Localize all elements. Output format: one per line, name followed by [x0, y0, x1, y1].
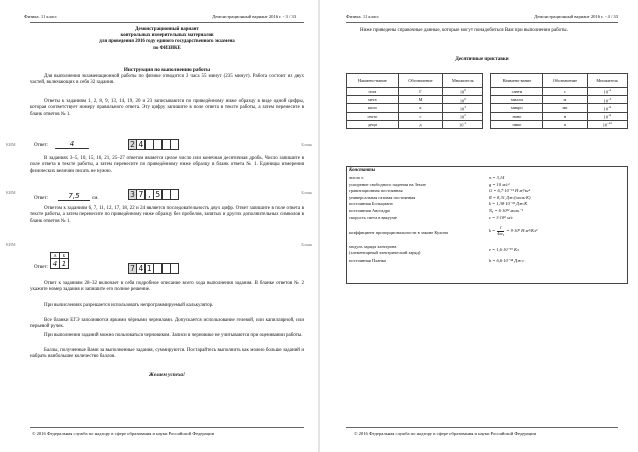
constant-row-planck	[349, 258, 625, 264]
prefix-symbol: с	[543, 88, 587, 96]
answer-blank-cells	[128, 263, 178, 274]
side-label-blank: Бланк	[301, 242, 312, 247]
constants-box	[346, 166, 628, 284]
prefix-name: нано	[491, 112, 543, 120]
ab-value: 4	[51, 259, 60, 269]
prefix-header: Множитель	[443, 74, 483, 88]
page-3	[0, 0, 318, 452]
prefix-multiplier: $10^{-12}$	[587, 120, 627, 128]
instruction-paragraph: Ответ к заданиям 28–32 включает в себя подробное описание всего хода выполнения задания. В бланке ответов № 2 укажите номер задания и запишите его полное решение.	[30, 281, 304, 293]
prefix-header: Наимено-вание	[347, 74, 399, 88]
title-line: для проведения 2016 году единого государственного экзамена	[99, 39, 235, 45]
prefix-name: милли	[491, 96, 543, 104]
footer-rule	[346, 427, 618, 428]
answer-ab-table	[50, 252, 69, 269]
header-rule	[30, 22, 304, 23]
prefix-name: мега	[347, 96, 399, 104]
instruction-paragraph: Баллы, полученные Вами за выполненные задания, суммируются. Постарайтесь выполнить как можно больше заданий и набрать наибольшее количество баллов.	[30, 348, 304, 360]
prefix-header: Обозначение	[398, 74, 442, 88]
blank-task-number: 3	[128, 189, 137, 200]
side-label-kim: КИМ	[6, 242, 16, 247]
constant-row	[349, 215, 625, 221]
ab-header: Б	[60, 253, 69, 259]
blank-task-number: 7	[128, 263, 137, 274]
answer-label: Ответ:	[34, 265, 48, 270]
document-title	[30, 27, 304, 52]
constant-row	[349, 188, 625, 194]
constant-value: G = 6,7·10⁻¹¹ Н·м²/кг²	[489, 188, 531, 194]
fraction: $\frac{1}{\text{4πε₀}}$	[497, 225, 505, 236]
constant-name: скорость света в вакууме	[349, 214, 397, 220]
answer-field: 7,5	[58, 193, 90, 201]
prefix-row	[347, 96, 628, 104]
page-footer: © 2016 Федеральная служба по надзору в сфере образования и науки Российской Федерации	[354, 431, 537, 436]
constant-name: постоянная Больцмана	[349, 201, 393, 207]
constant-row	[349, 182, 625, 188]
answer-label: Ответ:	[34, 196, 48, 201]
constant-name: универсальная газовая постоянная	[349, 194, 416, 200]
constant-name: ускорение свободного падения на Земле	[349, 181, 427, 187]
blank-digit	[170, 263, 179, 274]
prefix-name: санти	[491, 88, 543, 96]
constant-name: (элементарный электрический заряд)	[349, 250, 421, 255]
constant-value: k = 1,38·10⁻²³ Дж/К	[489, 201, 528, 207]
page-footer: © 2016 Федеральная служба по надзору в сфере образования и науки Российской Федерации	[32, 431, 215, 436]
prefix-name: гига	[347, 88, 399, 96]
page-header	[346, 14, 618, 19]
prefix-multiplier: $10^6$	[443, 96, 483, 104]
blank-digit: 4	[136, 139, 145, 150]
title-line: по ФИЗИКЕ	[153, 45, 181, 51]
prefix-multiplier: $10^{-1}$	[443, 120, 483, 128]
constant-name: число π	[349, 175, 364, 180]
blank-digit: 7	[136, 189, 145, 200]
prefix-symbol: г	[398, 112, 442, 120]
instruction-paragraph: Для выполнения экзаменационной работы по физике отводится 3 часа 55 минут (235 минут). Работа состоит из двух частей, включающих в себя 32 задания.	[30, 74, 304, 86]
constant-name: гравитационная постоянная	[349, 188, 403, 194]
prefix-symbol: п	[543, 120, 587, 128]
ab-header: А	[51, 253, 60, 259]
prefix-symbol: мк	[543, 104, 587, 112]
constant-value: k = $\frac{1}{\text{4πε₀}} = 9\cdot 10^9$ Н·м²/Кл²	[489, 225, 538, 236]
reference-intro: Ниже приведены справочные данные, которые могут понадобиться Вам при выполнении работы.	[360, 28, 568, 33]
constant-value: e = 1,6·10⁻¹⁹ Кл	[489, 247, 519, 252]
side-label-kim: КИМ	[6, 190, 16, 195]
prefix-symbol: м	[543, 96, 587, 104]
constant-value: с = 3·10⁸ м/с	[489, 214, 513, 220]
constant-value: g = 10 м/с²	[489, 181, 510, 187]
prefix-name: микро	[491, 104, 543, 112]
prefix-multiplier: $10^9$	[443, 88, 483, 96]
header-subject: Физика. 11 класс	[346, 14, 380, 19]
constant-value: Nₐ = 6·10²³ моль⁻¹	[489, 208, 524, 213]
side-label-kim: КИМ	[6, 142, 16, 147]
prefix-row	[347, 88, 628, 96]
prefix-name: пико	[491, 120, 543, 128]
answer-unit: см.	[92, 196, 99, 201]
footer-rule	[30, 427, 304, 428]
title-line: контрольных измерительных материалов	[120, 33, 214, 39]
blank-digit	[170, 189, 179, 200]
constant-value: π = 3,14	[489, 175, 505, 180]
blank-digit: 4	[136, 263, 145, 274]
constant-row-coulomb	[349, 225, 625, 241]
blank-digit: ,	[145, 189, 154, 200]
prefix-row	[347, 112, 628, 120]
blank-digit	[170, 139, 179, 150]
prefix-multiplier: $10^{-2}$	[587, 88, 627, 96]
constant-value: R = 8,31 Дж/(моль·К)	[489, 194, 531, 200]
constant-row	[349, 201, 625, 207]
instruction-paragraph: При вычислениях разрешается использовать непрограммируемый калькулятор.	[44, 303, 214, 308]
blank-task-number: 2	[128, 139, 137, 150]
prefix-multiplier: $10^{-6}$	[587, 104, 627, 112]
prefix-name: гекто	[347, 112, 399, 120]
header-page-number: Демонстрационный вариант 2016 г. - 3 / 33	[212, 14, 296, 19]
prefix-header: Множитель	[587, 74, 627, 88]
answer-field: 4	[55, 141, 89, 149]
prefix-multiplier: $10^3$	[443, 104, 483, 112]
header-subject: Физика. 11 класс	[24, 14, 58, 19]
prefix-symbol: д	[398, 120, 442, 128]
constant-row	[349, 175, 625, 181]
constant-name: коэффициент пропорциональности в законе Кулона	[349, 230, 448, 235]
prefix-multiplier: $10^2$	[443, 112, 483, 120]
prefix-header: Обозначение	[543, 74, 587, 88]
prefix-row	[347, 120, 628, 128]
constants-title: Константы	[349, 168, 376, 173]
page-header	[24, 14, 296, 19]
prefix-header: Наимено-вание	[491, 74, 543, 88]
side-label-blank: Бланк	[301, 190, 312, 195]
title-line: Демонстрационный вариант	[135, 27, 199, 32]
blank-digit: 5	[153, 189, 162, 200]
prefix-symbol: Г	[398, 88, 442, 96]
instructions-title: Инструкция по выполнению работы	[123, 67, 211, 73]
instruction-paragraph: В заданиях 3–5, 10, 15, 16, 21, 25–27 ответом является целое число или конечная десятичная дробь. Число запишите в поле ответа в тексте работы, а затем перенесите по приведённому ниже образцу в бланк ответа № 1. Единицы измерения физических величин писать не нужно.	[30, 156, 304, 174]
answer-label: Ответ:	[34, 143, 48, 148]
instruction-paragraph: При выполнении заданий можно пользоваться черновиком. Записи в черновике не учитываются при оценивании работы.	[44, 333, 303, 338]
instruction-paragraph: Ответом к заданиям 6, 7, 11, 12, 17, 18, 22 и 24 является последовательность двух цифр. Ответ запишите в поле ответа в тексте работы, а затем перенесите по приведённому ниже образцу без пробелов, запятых и других дополнительных символов в бланк ответов № 1.	[30, 206, 304, 224]
answer-blank-cells	[128, 139, 178, 150]
side-label-blank: Бланк	[301, 142, 312, 147]
good-luck-text: Желаем успеха!	[148, 372, 186, 378]
header-page-number: Демонстрационный вариант 2016 г. - 4 / 33	[534, 14, 618, 19]
instruction-paragraph: Ответы к заданиям 1, 2, 8, 9, 13, 14, 19, 20 и 23 записываются по приведённому ниже образцу в виде одной цифры, которая соответствует номеру правильного ответа. Эту цифру запишите в поле ответа в тексте работы, а затем перенесите в бланк ответов № 1.	[30, 99, 304, 117]
instruction-paragraph: Все бланки ЕГЭ заполняются яркими чёрными чернилами. Допускается использование гелевой, или капиллярной, или перьевой ручек.	[30, 318, 304, 330]
constant-row-electron	[349, 244, 625, 256]
constant-row	[349, 195, 625, 201]
prefix-symbol: н	[543, 112, 587, 120]
prefix-row	[347, 104, 628, 112]
prefix-name: кило	[347, 104, 399, 112]
prefix-symbol: М	[398, 96, 442, 104]
prefix-multiplier: $10^{-3}$	[587, 96, 627, 104]
ab-value: 1	[60, 259, 69, 269]
constant-row	[349, 208, 625, 214]
constant-name: модуль заряда электрона	[349, 244, 397, 249]
prefix-multiplier: $10^{-9}$	[587, 112, 627, 120]
constant-name: постоянная Авогадро	[349, 208, 391, 213]
answer-blank-cells	[128, 189, 178, 200]
prefix-title: Десятичные приставки	[455, 57, 509, 62]
constant-name: постоянная Планка	[349, 258, 386, 263]
constant-value: h = 6,6·10⁻³⁴ Дж·с	[489, 258, 525, 263]
prefix-symbol: к	[398, 104, 442, 112]
blank-digit: 1	[145, 263, 154, 274]
prefix-name: деци	[347, 120, 399, 128]
header-rule	[346, 22, 618, 23]
page-4	[320, 0, 638, 452]
decimal-prefix-table	[346, 73, 628, 129]
